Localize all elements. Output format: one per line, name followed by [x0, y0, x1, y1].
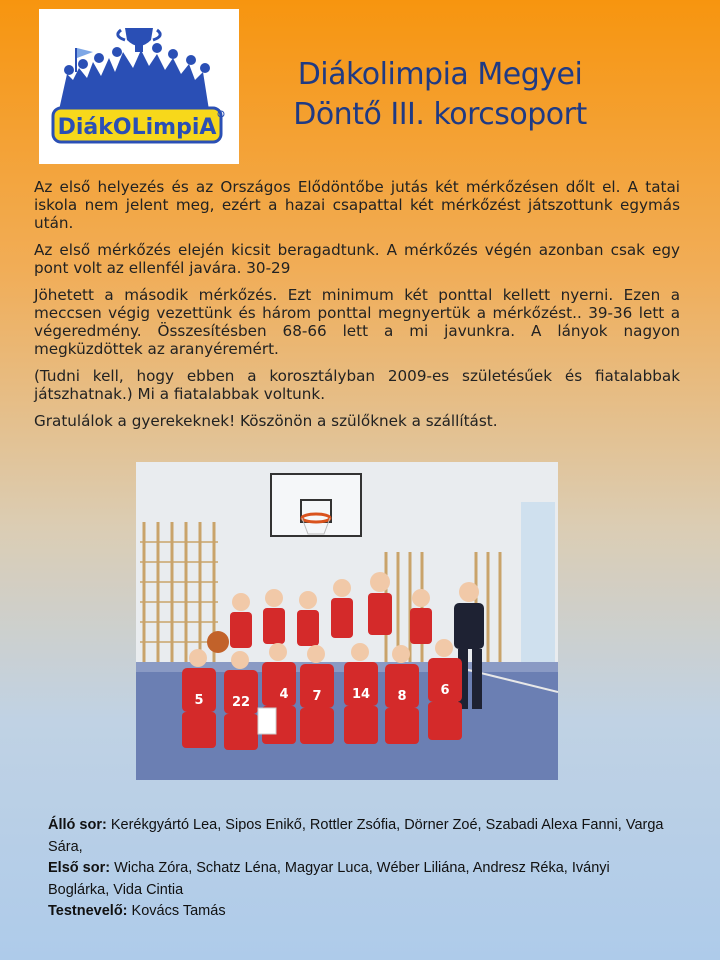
paragraph-2: Az első mérkőzés elején kicsit beragadtunk. A mérkőzés végén azonban csak egy pont volt az ellenfél javára. 30-29 [34, 241, 680, 277]
title-line-1: Diákolimpia Megyei [297, 57, 583, 92]
jersey-number: 5 [194, 693, 204, 708]
jersey-number: 7 [312, 689, 322, 704]
paragraph-5: Gratulálok a gyerekeknek! Köszönön a szülőknek a szállítást. [34, 412, 498, 430]
standing-row [48, 815, 668, 858]
paragraph-3: Jöhetett a második mérkőzés. Ezt minimum két ponttal kellett nyerni. Ezen a meccsen végig vezettünk és három ponttal megnyertük a mérkőzést.. 39-36 lett a végeredmény. Összesítésben 68-66 lett a mi javunkra. A lányok nagyon megküzdöttek az aranyéremért. [34, 286, 680, 358]
front-row [48, 858, 668, 901]
team-photo-illustration [136, 462, 558, 780]
logo-text: DiákOLimpiA [57, 114, 217, 140]
standing-label: Álló sor: [48, 817, 107, 833]
team-photo [136, 462, 558, 780]
coach-label: Testnevelő: [48, 903, 128, 919]
coach-row [48, 901, 668, 923]
page-title [240, 55, 640, 135]
jersey-number: 4 [279, 687, 289, 702]
trophy-crowd-icon [49, 22, 229, 152]
article-body [34, 178, 680, 439]
paragraph-4: (Tudni kell, hogy ebben a korosztályban 2009-es születésűek és fiatalabbak játszhatnak.) Mi a fiatalabbak voltunk. [34, 367, 680, 403]
jersey-number: 22 [231, 695, 251, 710]
standing-names: Kerékgyártó Lea, Sipos Enikő, Rottler Zsófia, Dörner Zoé, Szabadi Alexa Fanni, Varga Sára, [48, 817, 664, 855]
front-names: Wicha Zóra, Schatz Léna, Magyar Luca, Wéber Liliána, Andresz Réka, Iványi Boglárka, Vida Cintia [48, 860, 610, 898]
jersey-number: 8 [397, 689, 407, 704]
roster [48, 815, 668, 923]
jersey-number: 6 [440, 683, 450, 698]
coach-name: Kovács Tamás [127, 903, 226, 919]
diakolimpia-logo [39, 9, 239, 164]
paragraph-1: Az első helyezés és az Országos Elődöntőbe jutás két mérkőzésen dőlt el. A tatai iskola nem jelent meg, ezért a hazai csapattal két mérkőzést játszottunk egymás után. [34, 178, 680, 232]
front-label: Első sor: [48, 860, 111, 876]
title-line-2: Döntő III. korcsoport [293, 97, 587, 132]
jersey-number: 14 [351, 687, 371, 702]
